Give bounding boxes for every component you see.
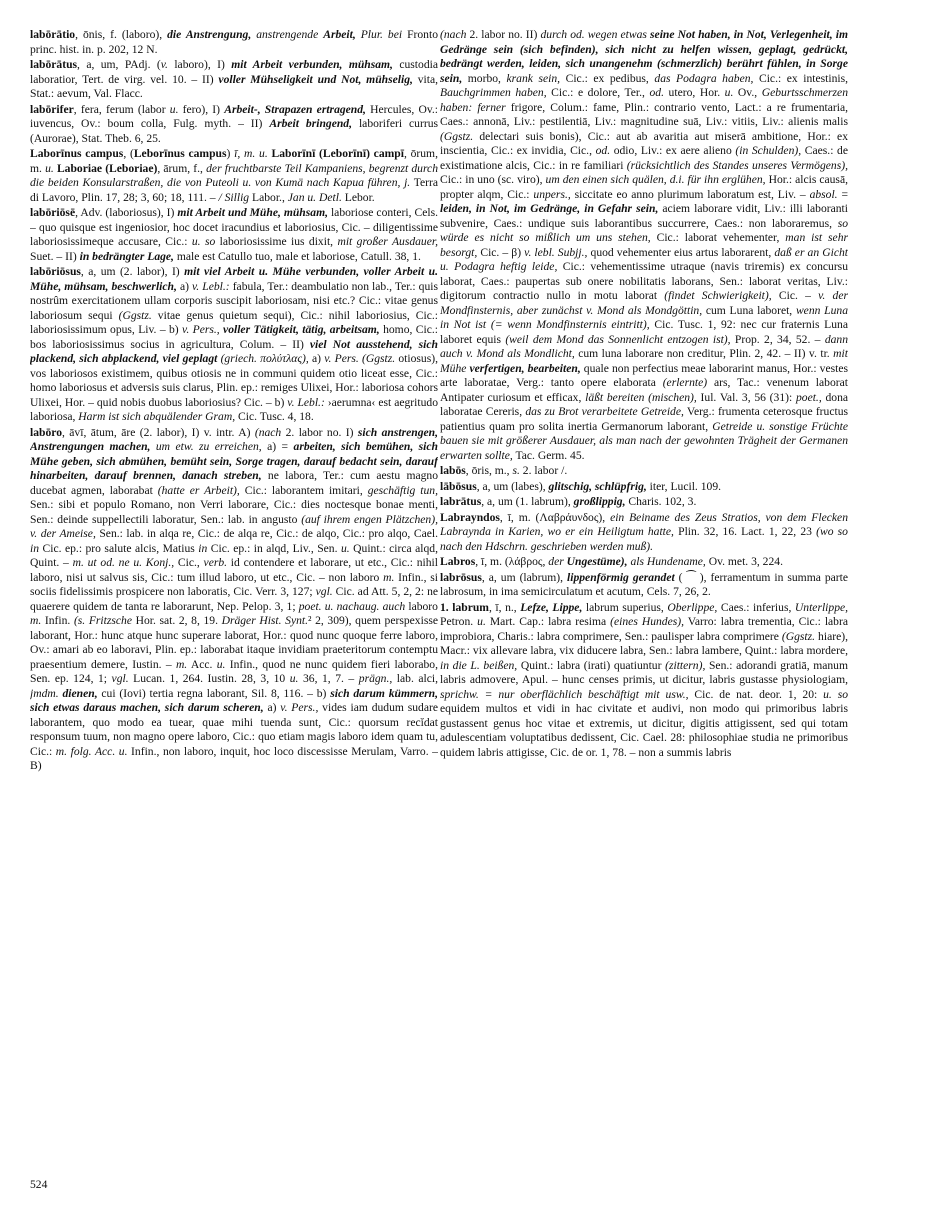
entry-text: , fera, ferum (labor — [73, 102, 170, 116]
entry-emphasis: sich anstrengen, Anstrengungen machen, — [30, 425, 438, 453]
entry-text: Suet. – II) — [30, 249, 80, 263]
entry-text: Hor. sat. 2, 8, 19. — [131, 614, 222, 627]
entry-emphasis: / Sillig — [218, 190, 250, 204]
entry-text: 2. labor no. I) — [281, 425, 358, 439]
entry-text: , ī, m. (Λαβράυνδος), — [499, 510, 611, 524]
entry-emphasis: (findet Schwierigkeit), — [664, 289, 772, 302]
entry-text: Cic. Tusc. 1, 92: nec cur fraternis Luna laboret equis — [440, 318, 848, 346]
entry-emphasis: v. lebl. Subjj., — [524, 245, 588, 259]
entry-text: Iul. Val. 3, 56 (31): — [696, 390, 796, 404]
entry-emphasis: Getreide u. sonstige Früchte bauen sie mit größerer Ausdauer, als man nach der gewohnten Trägheit der Germanen erwarten sollte, — [440, 419, 848, 462]
entry-text: , āvī, ātum, āre (2. labor), I) v. intr. A) — [62, 425, 255, 439]
dictionary-entry — [30, 28, 438, 57]
entry-emphasis: (eines Hundes), — [610, 615, 685, 628]
entry-emphasis: v. Pers. (Ggstz. — [324, 352, 396, 365]
entry-emphasis: u. — [340, 541, 350, 555]
entry-emphasis: od. — [595, 144, 611, 157]
entry-emphasis: arbeiten, sich bemühen, sich Mühe geben, sich abmühen, bemüht sein, Sorge tragen, darauf bedacht sein, darauf hinarbeiten, darauf brennen, danach streben, — [30, 440, 438, 482]
entry-emphasis: so würde es nicht so mißlich um uns stehen, — [440, 216, 848, 244]
dictionary-entry — [30, 426, 438, 774]
entry-text: Lebor. — [341, 190, 375, 204]
entry-text: , ōrum, m. — [30, 147, 438, 175]
dictionary-entry — [440, 480, 848, 495]
entry-emphasis: (s. Fritzsche — [73, 614, 132, 627]
entry-emphasis: (erlernte) — [662, 376, 708, 389]
entry-emphasis: läßt bereiten (mischen), — [585, 390, 697, 404]
entry-text: , a, um (labrum), — [481, 570, 568, 584]
entry-headword: lābōsus — [440, 479, 477, 493]
entry-text: quod vehementer eius artus laborarent, — [587, 245, 775, 259]
entry-emphasis: mit Arbeit verbunden, mühsam, — [231, 58, 393, 71]
entry-emphasis: u. so — [823, 687, 848, 701]
entry-text: vita, Stat.: aevum, Val. Flacc. — [30, 72, 438, 100]
entry-emphasis: s. — [512, 464, 520, 477]
entry-emphasis: in — [30, 541, 40, 555]
entry-emphasis: wenn Luna in Not ist (= wenn Mondfinsternis eintritt), — [440, 303, 848, 331]
entry-text: fero), I) — [178, 102, 225, 116]
entry-emphasis: (auf ihrem engen Plätzchen), v. der Ameise, — [30, 512, 438, 540]
entry-emphasis: mit großer Ausdauer, — [337, 235, 438, 248]
entry-text: Cic. ep.: pro salute alcis, Matius — [39, 541, 199, 555]
entry-text: fabula, Ter.: deambulatio non lab., Ter.: quis nostrûm exercitationem ullam corporis suscipit laboriosam, nisi etc.? Cic.: vitae genus laboriosum sequi — [30, 279, 438, 322]
dictionary-entry — [440, 511, 848, 555]
dictionary-entry — [440, 495, 848, 510]
entry-text: Caes.: de existimatione alcis, Cic.: in re familiari — [440, 144, 848, 172]
entry-emphasis: ī, m. u. — [234, 147, 268, 160]
entry-emphasis: vgl. — [111, 672, 129, 685]
entry-text: labrum superius, — [582, 600, 668, 614]
entry-text: dona laboratae Cereris, — [440, 390, 848, 418]
entry-text: Cic. ep.: in alqd, Liv., Sen. — [207, 541, 341, 555]
entry-emphasis: v. der Mondfinsternis, aber zunächst v. Mond als Mondgöttin, — [440, 289, 848, 317]
entry-text: Charis. 102, 3. — [625, 495, 697, 508]
dictionary-entry — [30, 206, 438, 264]
entry-headword: labōrātio — [30, 28, 76, 41]
entry-text: , ī, m. (λάβρος, — [475, 555, 549, 568]
entry-text: Infin., si sociis fidelissimis prospicere non laboratis, Cic. Verr. 3, 127; — [30, 570, 438, 598]
entry-emphasis: Jan u. Detl. — [287, 190, 342, 204]
entry-text: a) — [176, 279, 193, 293]
entry-emphasis: m. — [175, 657, 188, 671]
entry-text: Caes.: inferius, — [717, 600, 795, 614]
entry-emphasis: jmdm. — [30, 686, 59, 700]
entry-headword: labōs — [440, 464, 466, 477]
entry-emphasis: (zittern), — [665, 658, 706, 672]
entry-text: siccitate eo anno plurimum laboratum est, Liv. – — [570, 187, 810, 201]
entry-text: Cic.: vehementissime utraque (navis triremis) ex concursu laborat, Caes.: paupertas sub onere nobilitatis laborans, Sen.: laborat veritas, Liv.: digitorum contractio nullo in motu laborat — [440, 260, 848, 302]
entry-text: vides iam dudum sudare laborantem, quo modo ea tuear, quae mihi tuenda sunt, Cic.: quorsum recĭdat responsum tuum, non magno opere laboro, Cic.: quo etiam magis laboro idem quam tu, Cic.: — [30, 701, 438, 758]
right-column — [440, 28, 848, 1178]
entry-emphasis: u. — [45, 161, 54, 175]
entry-emphasis: (nach — [440, 28, 467, 41]
entry-emphasis: verb. — [203, 556, 228, 569]
entry-headword: labrātus — [440, 495, 482, 508]
entry-text: Sen.: lab. in alqa re, Cic.: de alqa re, Cic.: de alqo, Cic.: pro alqo, Cael. — [95, 527, 438, 540]
entry-text: iter, Lucil. 109. — [646, 479, 722, 493]
entry-text: laboriose conteri, Cels. – quo quisque est ingeniosior, hoc docet iracundius et laboriosius, Cic. – diligentissime laboriosissimeque accusare, Cic.: — [30, 206, 438, 248]
entry-text: Cic.: ex intestinis, — [753, 71, 848, 85]
entry-emphasis: v. Lebl.: — [287, 395, 325, 409]
entry-headword: labōrātus — [30, 58, 78, 71]
entry-emphasis: poet., — [795, 390, 822, 404]
entry-emphasis: v. — [160, 58, 168, 71]
entry-text: laboro — [405, 599, 438, 613]
entry-emphasis: Arbeit bringend, — [269, 117, 352, 130]
entry-emphasis: viel Not ausstehend, sich plackend, sich abplackend, viel geplagt — [30, 337, 438, 365]
entry-emphasis: u. — [477, 615, 486, 628]
entry-text: Sen.: sibi et populo Romano, non Verri laborare, Cic.: dies noctesque bonae menti, Sen.: deinde suppellectili laboratur, Sen.: lab. in angusto — [30, 498, 438, 526]
entry-text: , ārum, f., — [157, 161, 207, 175]
entry-emphasis: großlippig, — [573, 495, 626, 508]
entry-emphasis: (griech. πολύτλας), — [217, 352, 309, 365]
dictionary-page — [30, 28, 905, 1188]
entry-text: Cic. Tusc. 4, 18. — [235, 410, 314, 423]
entry-text: equidem multos et vidi in hac civitate et audivi, non modo qui primoribus labris gustassent genus hoc vitae et extremis, ut dicitur, digitis attigissent, sed qui totam adulescentiam voluptatibus dedissent, Cic. Cael. 28: philosophiae studia ne primoribus quidem labris attigisse, Cic. de or. 1, 78. – non a summis labris — [440, 702, 848, 759]
entry-text: frigore, Colum.: fame, Plin.: contrario vento, Lact.: a re frumentaria, Caes.: annonā, Liv.: pestilentiā, Liv.: magnitudine suā, Liv.: vitiis, Liv.: alienis malis — [440, 100, 848, 128]
entry-text: Sen.: adorandi gratiā, manum labris admovere, Apul. – hunc censes primis, ut dicitur, labris gustasse physiologiam, — [440, 658, 848, 686]
dictionary-entry — [30, 147, 438, 205]
entry-emphasis: leiden, in Not, im Gedränge, in Gefahr sein, — [440, 202, 659, 215]
entry-text: Cic.: laborantem imitari, — [239, 483, 368, 497]
entry-text: Cic., — [174, 556, 204, 569]
entry-headword: labrōsus — [440, 570, 482, 584]
entry-text: , ( — [123, 147, 134, 160]
entry-text: otiosus), vos laboriosos existimem, quibus otiosis ne in communi quidem otio liceat esse, Cic.: homo laboriosus et adversis suis clarus, Plin. ep.: remiges Ulixei, Hor.: laboriosa cohors Ulixei, Hor. – quid nobis duobus laboriosius? Cic. – b) — [30, 352, 438, 409]
entry-text: , ōris, m., — [465, 464, 513, 477]
entry-text: Ov. met. 3, 224. — [705, 555, 783, 568]
entry-text: male est Catullo tuo, male et laboriose, Catull. 38, 1. — [173, 249, 421, 263]
entry-text: ) — [226, 147, 235, 160]
entry-text: aciem laborare vidit, Liv.: illi laboranti subvenire, Caes.: undique suis laborantibus succurrere, Caes.: non laboraremus, — [440, 202, 848, 230]
entry-emphasis: u. — [169, 102, 179, 116]
entry-text: Cic.: ex pedibus, — [560, 71, 655, 85]
entry-emphasis: das Podagra haben, — [654, 71, 754, 85]
entry-emphasis: (Ggstz. — [781, 629, 816, 643]
entry-emphasis: (rücksichtlich des Standes unseres Vermögens), — [626, 158, 848, 172]
entry-text: 2. labor no. II) — [466, 28, 541, 41]
entry-text: delectari suis bonis), Cic.: aut ab avaritia aut miserā ambitione, Hor.: ex inscientia, Cic.: ex invidia, Cic., — [440, 129, 848, 157]
entry-emphasis: um etw. zu erreichen, — [150, 440, 262, 453]
entry-headword: labōriōsus — [30, 265, 81, 278]
dictionary-entry — [440, 601, 848, 761]
entry-emphasis: m. ut od. ne u. Konj., — [72, 556, 175, 569]
entry-emphasis: glitschig, schlüpfrig, — [548, 479, 647, 493]
entry-headword: Laborīnus campus — [30, 147, 124, 160]
entry-text: vitae genus quietum sequi), Cic.: nihil laboriosius, Cic.: laboriosissimum opus, Liv. – b) — [30, 308, 438, 336]
entry-emphasis: (hatte er Arbeit), — [157, 483, 240, 497]
entry-emphasis: Harm ist sich abquälender Gram, — [78, 410, 236, 423]
entry-text: odio, Liv.: ex aere alieno — [610, 144, 736, 157]
entry-headword: Laborīnī (Leborīnī) campī — [271, 147, 404, 160]
entry-text: Varro: labra trementia, Cic.: labra improbiora, Charis.: labra comprimere, Sen.: paulisper labra comprimere — [440, 615, 848, 643]
entry-text: Quint.: labra (irati) quatiuntur — [517, 658, 666, 672]
entry-emphasis: dienen, — [62, 686, 98, 700]
entry-text: Infin., non laboro, inquit, hoc loco discessisse Merulam, Varro. – B) — [30, 744, 438, 772]
entry-text: Cic.: e dolore, Ter., — [546, 86, 650, 99]
entry-emphasis: m. folg. Acc. u. — [55, 744, 128, 758]
entry-text: = — [837, 187, 848, 201]
entry-emphasis: verfertigen, bearbeiten, — [469, 361, 581, 375]
entry-text: Verg.: frumenta ceterosque fructus patientius quam pro solita inertia Germanorum laborant, — [440, 405, 848, 433]
entry-text: laboriosissime ius dixit, — [215, 235, 338, 248]
entry-text: laboro), I) — [167, 58, 232, 71]
entry-text: ( ⁀ ), ferramentum in summa parte labrosum, in ima semicirculatum et acutum, Cels. 7, 26, 2. — [440, 570, 848, 598]
entry-text: Terra di Lavoro, Plin. 17, 28; 3, 60; 18, 111. – — [30, 176, 438, 204]
entry-emphasis: u. — [216, 657, 226, 671]
dictionary-entry — [30, 265, 438, 425]
entry-emphasis: (wo so nach den Hdschrn. geschrieben werden muß). — [440, 525, 848, 553]
entry-emphasis: poet. u. nachaug. auch — [298, 599, 406, 613]
entry-emphasis: der fruchtbarste Teil Kampaniens, begrenzt durch die beiden Konsularstraßen, die von Puteoli u. von Kumä nach Kapua führen, j. — [30, 161, 438, 189]
entry-text: Cic. de nat. deor. 1, 20: — [688, 687, 824, 701]
entry-emphasis: Unterlippe, — [794, 600, 848, 614]
entry-text: cum luna laborare non creditur, Plin. 2, 42. – II) v. tr. — [574, 347, 834, 360]
entry-text: 2. labor /. — [519, 464, 568, 477]
entry-emphasis: (weil dem Mond das Sonnenlicht entzogen ist), — [505, 332, 731, 346]
entry-headword: labōriōsē — [30, 206, 76, 219]
entry-emphasis: od. — [649, 86, 664, 99]
entry-text: , a, um (2. labor), I) — [80, 265, 185, 278]
entry-emphasis: in die L. beißen, — [440, 658, 518, 672]
entry-emphasis: u. — [289, 672, 299, 685]
entry-emphasis: Arbeit-, Strapazen ertragend, — [224, 102, 366, 116]
entry-emphasis: v. Pers., — [182, 323, 220, 336]
entry-text: Tac. Germ. 45. — [512, 448, 585, 462]
entry-emphasis: seine Not haben, in Not, Verlegenheit, im Gedränge sein (sich befinden), sich nicht zu helfen wissen, geplagt, gedrückt, bedrängt werden, leiden, sich unangenehm (schmerzlich) berührt fühlen, in Sorge sein, — [440, 28, 848, 85]
entry-text: Hor.: alcis causā, propter alqm, Cic.: — [440, 173, 848, 201]
dictionary-entry — [440, 464, 848, 479]
entry-text: Cic.: laborat vehementer, — [650, 231, 786, 244]
entry-text: ›aerumna‹ est aegritudo laboriosa, — [30, 395, 438, 423]
entry-emphasis: ein Beiname des Zeus Stratios, von dem Flecken Labraynda in Karien, wo er ein Heiligtum hatte, — [440, 510, 848, 538]
entry-emphasis: v. Pers., — [280, 701, 319, 714]
entry-text: Cic.: in uno (sc. viro), — [440, 173, 546, 186]
dictionary-entry — [440, 555, 848, 570]
entry-emphasis: Ungestüme), — [566, 555, 628, 568]
entry-emphasis: u. — [724, 86, 734, 99]
entry-emphasis: dann auch v. Mond als Mondlicht, — [440, 332, 848, 360]
entry-text: Hercules, Ov.: iuvencus, Ov.: boum colla, Fulg. myth. – II) — [30, 102, 438, 130]
entry-emphasis: mit viel Arbeit u. Mühe verbunden, voller Arbeit u. Mühe, mühsam, beschwerlich, — [30, 265, 438, 293]
entry-text: id contendere et laborare, ut etc., Cic.: nihil laboro, nisi ut salvus sis, Cic.: tum illud laboro, ut etc., Cic. – non laboro — [30, 556, 438, 584]
entry-text: Infin. — [41, 614, 74, 627]
entry-headword: labōrifer — [30, 102, 74, 116]
dictionary-entry — [440, 28, 848, 463]
entry-emphasis: Plur. bei — [355, 28, 403, 41]
entry-text: Prop. 2, 34, 52. – — [730, 332, 825, 346]
entry-headword: Labros — [440, 555, 476, 568]
entry-emphasis: mit Mühe — [440, 347, 848, 375]
entry-emphasis: lippenförmig gerandet — [567, 570, 675, 584]
entry-text: Cic. – — [771, 289, 819, 302]
entry-emphasis: sich darum kümmern, sich etwas daraus machen, sich darum scheren, — [30, 686, 438, 714]
entry-text: laboriferi currus (Aurorae), Stat. Theb. 6, 25. — [30, 117, 438, 145]
entry-emphasis: (Ggstz. — [440, 129, 474, 143]
entry-text: Acc. — [187, 657, 217, 671]
entry-text: utero, Hor. — [664, 86, 725, 99]
entry-emphasis: unpers., — [533, 187, 571, 201]
entry-emphasis: voller Tätigkeit, tätig, arbeitsam, — [223, 323, 380, 336]
dictionary-entry — [30, 103, 438, 147]
entry-text: 36, 1, 7. – — [298, 672, 359, 685]
entry-text: , a, um (labes), — [476, 479, 549, 493]
entry-emphasis: u. so — [191, 235, 216, 248]
entry-emphasis: absol. — [809, 187, 838, 201]
entry-emphasis: (nach — [254, 425, 282, 439]
entry-emphasis: die Anstrengung, — [167, 28, 252, 41]
entry-text: hiare), Macr.: vix allevare labra, vix diducere labra, Sen.: labra lambere, Quint.: labra mordere, — [440, 629, 848, 657]
entry-text: Cic. – β) — [477, 245, 525, 259]
entry-text: ² 2, 309), quem perspexisse laborant, Hor.: hunc atque hunc superare laborat, Hor.: quod nunc quoque ferre laboro, Ov.: amari ab eo laboravi, Plin. ep.: laborabat itaque invidiam praeteritorum contemptu praesentium demere, Iustin. – — [30, 614, 438, 671]
entry-emphasis: das zu Brot verarbeitete Getreide, — [525, 405, 684, 418]
entry-emphasis: in — [198, 541, 208, 555]
entry-emphasis: prägn., — [358, 672, 393, 685]
dictionary-entry — [440, 571, 848, 600]
page-number: 524 — [30, 1178, 48, 1191]
entry-text: Lucan. 1, 264. Iustin. 28, 3, 10 — [128, 672, 290, 685]
entry-text: Petron. — [440, 615, 478, 628]
entry-headword: 1. labrum — [440, 600, 489, 614]
entry-emphasis: der — [548, 555, 564, 568]
entry-text: Plin. 32, 16. Lact. 1, 22, 23 — [673, 525, 817, 538]
entry-emphasis: m. — [383, 570, 395, 584]
entry-emphasis: Dräger Hist. Synt. — [221, 614, 309, 627]
entry-text: Labor., — [249, 190, 288, 204]
entry-emphasis: anstrengende — [251, 28, 324, 41]
entry-headword: Leborīnus campus — [133, 147, 227, 160]
entry-text: Cic. ad Att. 5, 2, 2: ne quaerere quidem de tanta re laborarunt, Nep. Pelop. 3, 1; — [30, 585, 438, 613]
entry-text: morbo, — [462, 71, 507, 85]
entry-headword: Labrayndos — [440, 510, 500, 524]
entry-emphasis: (in Schulden), — [735, 144, 802, 157]
entry-emphasis: daß er an Gicht u. Podagra heftig leide, — [440, 245, 848, 273]
entry-text: homo, Cic.: bos laboriosissimus socius in agricultura, Colum. – II) — [30, 323, 438, 351]
entry-text: Ov., — [733, 86, 762, 99]
entry-emphasis: v. Lebl.: — [192, 279, 230, 293]
entry-emphasis: um den einen sich quälen, d.i. für ihn erglühen, — [545, 173, 766, 186]
entry-emphasis: (Ggstz. — [118, 308, 152, 322]
entry-text: , a, um (1. labrum), — [481, 495, 574, 508]
entry-emphasis: geschäftig tun, — [367, 483, 438, 497]
entry-text: Fronto princ. hist. in. p. 202, 12 N. — [30, 28, 438, 56]
entry-text: cum Luna laboret, — [702, 303, 796, 317]
entry-text: lab. alci, — [392, 672, 438, 685]
entry-emphasis: voller Mühseligkeit und Not, mühselig, — [218, 72, 413, 86]
entry-text: Mart. Cap.: labra resima — [485, 615, 611, 628]
entry-text: a) = — [261, 440, 294, 453]
entry-text: a) — [263, 701, 281, 714]
entry-text: ne labora, Ter.: cum aestu magno ducebat agmen, laborabat — [30, 469, 438, 497]
entry-text: , Adv. (laboriosus), I) — [75, 206, 178, 219]
entry-text: , a, um, PAdj. ( — [77, 58, 161, 71]
entry-text: Quint.: circa alqd, Quint. – — [30, 541, 438, 569]
entry-headword: Laboriae (Leboriae) — [56, 161, 158, 175]
entry-emphasis: mit Arbeit und Mühe, mühsam, — [177, 206, 328, 219]
entry-text: ars, Tac.: venenum laborat Antipater curiosum et efficax, — [440, 376, 848, 404]
entry-emphasis: in bedrängter Lage, — [79, 249, 174, 263]
entry-text: , ōnis, f. (laboro), — [75, 28, 168, 41]
entry-emphasis: ferner — [477, 100, 506, 114]
entry-emphasis: sprichw. = nur oberflächlich beschäftigt mit usw., — [440, 687, 689, 701]
entry-text: quale non perfectius meae laborarint manus, Hor.: vestes arte laboratae, Verg.: tanto opere elaborata — [440, 361, 848, 389]
entry-emphasis: Geburtsschmerzen haben: — [440, 86, 848, 114]
entry-text: , ī, n., — [488, 600, 521, 614]
left-column — [30, 28, 438, 1178]
entry-text: Infin., quod ne nunc quidem fieri laborabo, Sen. ep. 124, 1; — [30, 657, 438, 685]
entry-emphasis: man ist sehr besorgt, — [440, 231, 848, 259]
entry-emphasis: vgl. — [315, 585, 333, 598]
entry-emphasis: krank sein, — [506, 71, 561, 85]
entry-emphasis: als Hundename, — [627, 555, 706, 568]
entry-emphasis: Arbeit, — [323, 28, 356, 41]
entry-emphasis: Oberlippe, — [667, 600, 718, 614]
entry-text: a) — [308, 352, 325, 365]
entry-headword: labōro — [30, 425, 62, 439]
dictionary-entry — [30, 58, 438, 102]
entry-text: cui (Iovi) tertia regna laborant, Sil. 8, 116. – b) — [97, 686, 331, 700]
entry-emphasis: durch od. wegen etwas — [540, 28, 647, 41]
entry-emphasis: Bauchgrimmen haben, — [440, 86, 547, 99]
entry-text: custodia laboratior, Tert. de virg. vel. 10. – II) — [30, 58, 438, 86]
entry-emphasis: m. — [30, 614, 42, 627]
entry-emphasis: Lefze, Lippe, — [520, 600, 583, 614]
